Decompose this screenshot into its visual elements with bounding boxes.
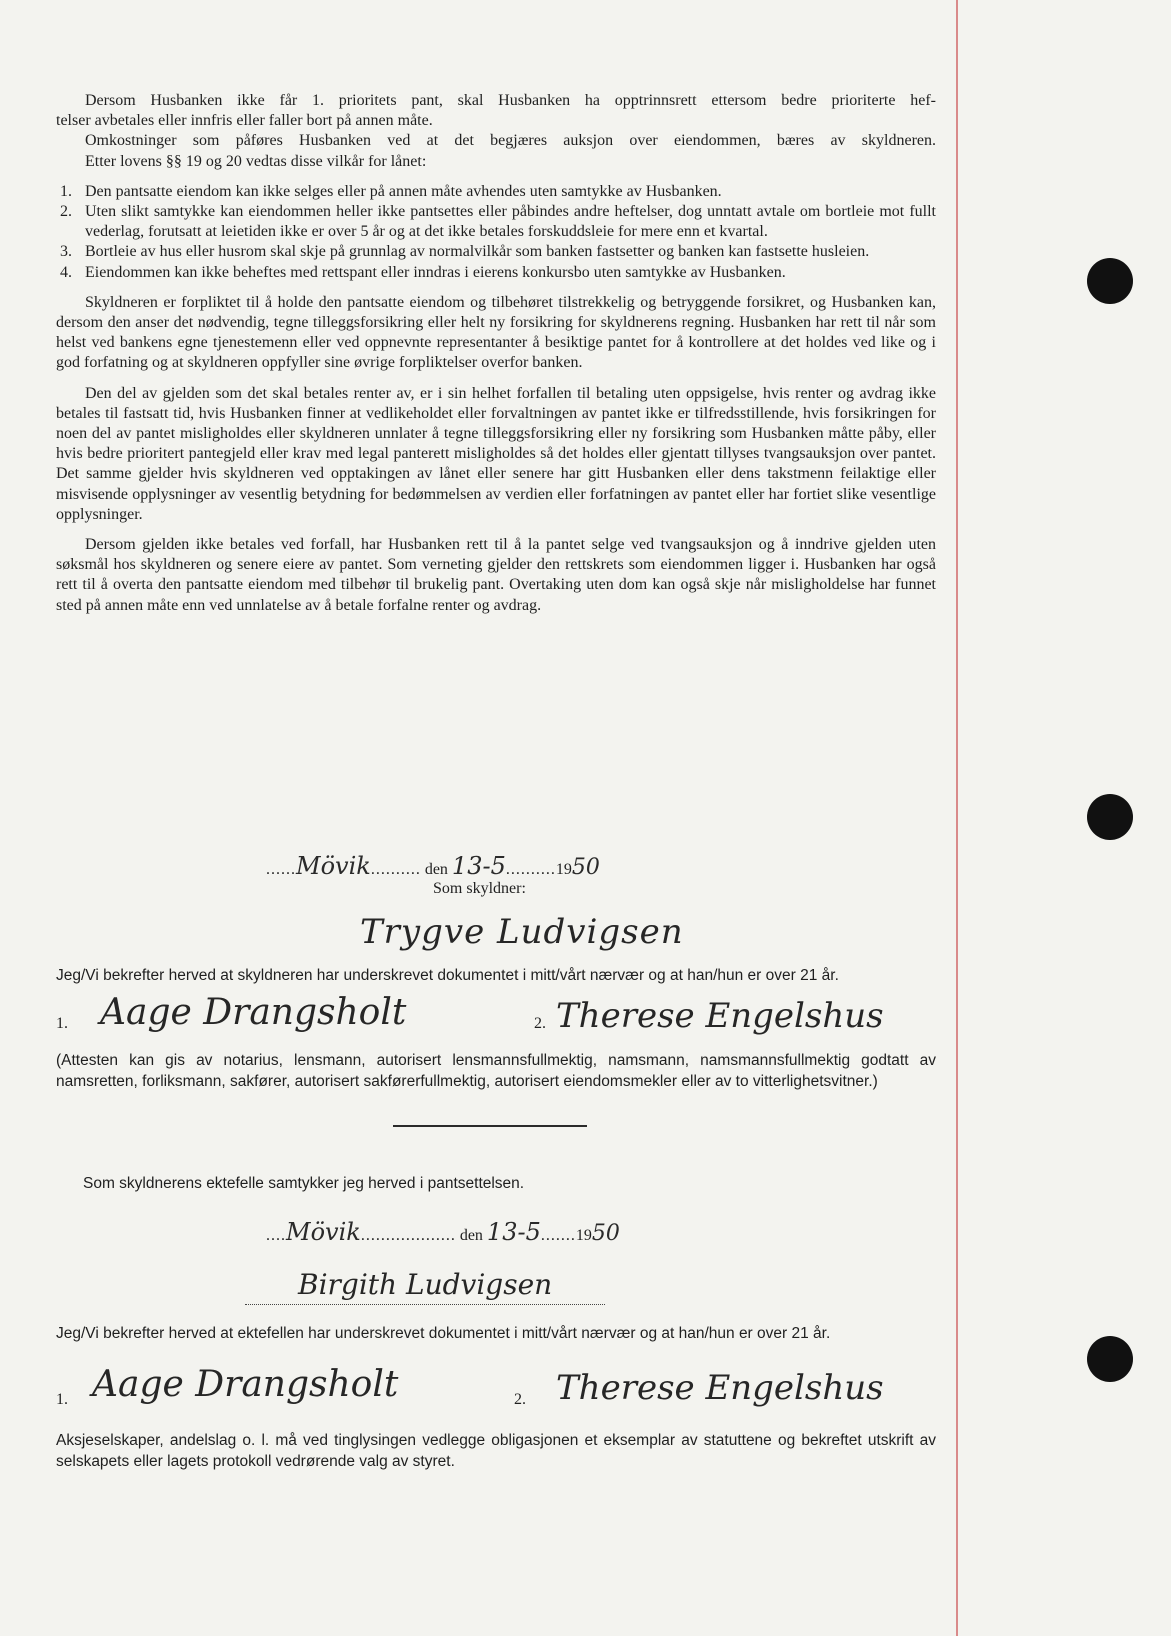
- den-label: den: [424, 861, 448, 878]
- spouse-consent-statement: Som skyldnerens ektefelle samtykker jeg herved i pantsettelsen.: [83, 1175, 525, 1192]
- spouse-signature: Birgith Ludvigsen: [298, 1268, 553, 1301]
- paragraph-enforcement: Dersom gjelden ikke betales ved forfall, har Husbanken rett til å la pantet selge ved tvangsauksjon og å inndrive gjelden uten søksmål hos skyldneren og senere eiere av pantet. Som verneting gjelder den rettskrets som eiendommen ligger i. Husbanken har også rett til å overta den pantsatte eiendom med tilbehør til brukelig pant. Overtaking uten dom kan også skje når misligholdelse har funnet sted på annen måte enn ved unnlatelse av å betale forfalne renter og avdrag.: [56, 536, 936, 614]
- place-handwritten: Mövik: [296, 852, 371, 880]
- witness1-signature: Aage Drangsholt: [100, 992, 407, 1033]
- witness2-signature: Therese Engelshus: [556, 996, 884, 1036]
- date-handwritten: 13-5: [451, 852, 506, 880]
- witness2-signature: Therese Engelshus: [556, 1368, 884, 1408]
- list-item: 2. Uten slikt samtykke kan eiendommen heller ikke pantsettes eller påbindes andre heftelser, dog unntatt avtale om bortleie mot fullt vederlag, forutsatt at leietiden ikke er over 5 år og at det ikke betales forskuddsleie for mere enn et kvartal.: [60, 203, 936, 241]
- attestation-note: (Attesten kan gis av notarius, lensmann, autorisert lensmannsfullmektig, namsmann, namsmannsfullmektig godtatt av namsretten, forliksmann, sakfører, autorisert sakførerfullmektig, autorisert eiendomsmekler eller av to vitterlighetsvitner.): [56, 1052, 936, 1090]
- paragraph-priority-line1: Dersom Husbanken ikke får 1. prioritets pant, skal Husbanken ha opptrinnsrett ettersom bedre prioriterte hef-: [85, 92, 936, 109]
- margin-rule: [956, 0, 958, 1636]
- punch-hole-top: [1087, 258, 1133, 304]
- company-footnote: Aksjeselskaper, andelslag o. l. må ved tinglysingen vedlegge obligasjonen et eksemplar av statuttene og bekreftet utskrift av selskapets eller lagets protokoll vedrørende valg av styret.: [56, 1432, 936, 1470]
- witness1-number: 1.: [56, 1015, 68, 1032]
- spouse-signature-line: [245, 1304, 605, 1305]
- paragraph-costs-line2: Etter lovens §§ 19 og 20 vedtas disse vilkår for lånet:: [85, 152, 427, 170]
- conditions-list: [56, 182, 936, 283]
- punch-hole-middle: [1087, 794, 1133, 840]
- year-prefix: 19: [555, 861, 572, 878]
- date-handwritten: 13-5: [486, 1218, 541, 1246]
- paragraph-priority-line2: telser avbetales eller innfris eller faller bort på annen måte.: [56, 112, 433, 130]
- section-divider: [393, 1125, 587, 1127]
- list-item: 4. Eiendommen kan ikke beheftes med rettspant eller inndras i eierens konkursbo uten samtykke av Husbanken.: [60, 263, 786, 281]
- list-item: 1. Den pantsatte eiendom kan ikke selges eller på annen måte avhendes uten samtykke av Husbanken.: [60, 182, 722, 200]
- list-item: 3. Bortleie av hus eller husrom skal skje på grunnlag av normalvilkår som banken fastsetter og banken kan fastsette husleien.: [60, 243, 870, 261]
- witness2-number: 2.: [514, 1391, 526, 1408]
- debtor-signature: Trygve Ludvigsen: [360, 912, 684, 952]
- witness1-signature: Aage Drangsholt: [92, 1364, 399, 1405]
- paragraph-costs-line1: Omkostninger som påføres Husbanken ved at det begjæres auksjon over eiendommen, bæres av skyldneren.: [85, 132, 936, 150]
- paragraph-default: Den del av gjelden som det skal betales renter av, er i sin helhet forfallen til betaling uten oppsigelse, hvis renter og avdrag ikke betales til fastsatt tid, hvis Husbanken finner at vedlikeholdet eller forvaltningen av pantet ikke er tilfredsstillende, hvis forsikringen for noen del av pantet misligholdes eller skyldneren unnlater å tegne tilleggsforsikring eller ny forsikring som Husbanken måtte påby, eller hvis bedre prioritert pantegjeld eller krav med legal panterett misligholdes så det holdes eller gjentatt tillyses tvangsauksjon over pantet. Det samme gjelder hvis skyldneren ved opptakingen av lånet eller senere har gitt Husbanken eller dens takstmenn feilaktige eller misvisende opplysninger av vesentlig betydning for bedømmelsen av verdien eller forfatningen av pantet eller har fortiet slike vesentlige opplysninger.: [56, 384, 936, 523]
- terms-text-block: [56, 91, 936, 616]
- den-label: den: [459, 1227, 483, 1244]
- paragraph-insurance: Skyldneren er forpliktet til å holde den pantsatte eiendom og tilbehøret tilstrekkelig og betryggende forsikret, og Husbanken kan, dersom den anser det nødvendig, tegne tilleggsforsikring eller helt ny forsikring for skyldnerens regning. Husbanken har rett til når som helst ved bankens egne tjenestemenn eller ved oppnevnte representanter å besiktige pantet for å kontrollere at det holdes ved like og i god forfatning og at skyldneren oppfyller sine øvrige forpliktelser overfor banken.: [56, 293, 936, 372]
- witness2-number: 2.: [534, 1015, 546, 1032]
- year-prefix: 19: [575, 1227, 592, 1244]
- debtor-role-label: Som skyldner:: [433, 880, 526, 897]
- witness1-number: 1.: [56, 1391, 68, 1408]
- date-line-spouse: ....Mövik................... den 13-5.......1950: [266, 1218, 620, 1246]
- year-suffix-handwritten: 50: [571, 855, 600, 880]
- year-suffix-handwritten: 50: [591, 1221, 620, 1246]
- date-line-debtor: ......Mövik.......... den 13-5..........1950: [266, 852, 600, 880]
- witness-confirmation-debtor: Jeg/Vi bekrefter herved at skyldneren har underskrevet dokumentet i mitt/vårt nærvær og at han/hun er over 21 år.: [56, 967, 839, 984]
- punch-hole-bottom: [1087, 1336, 1133, 1382]
- witness-confirmation-spouse: Jeg/Vi bekrefter herved at ektefellen har underskrevet dokumentet i mitt/vårt nærvær og at han/hun er over 21 år.: [56, 1325, 831, 1342]
- place-handwritten: Mövik: [286, 1218, 361, 1246]
